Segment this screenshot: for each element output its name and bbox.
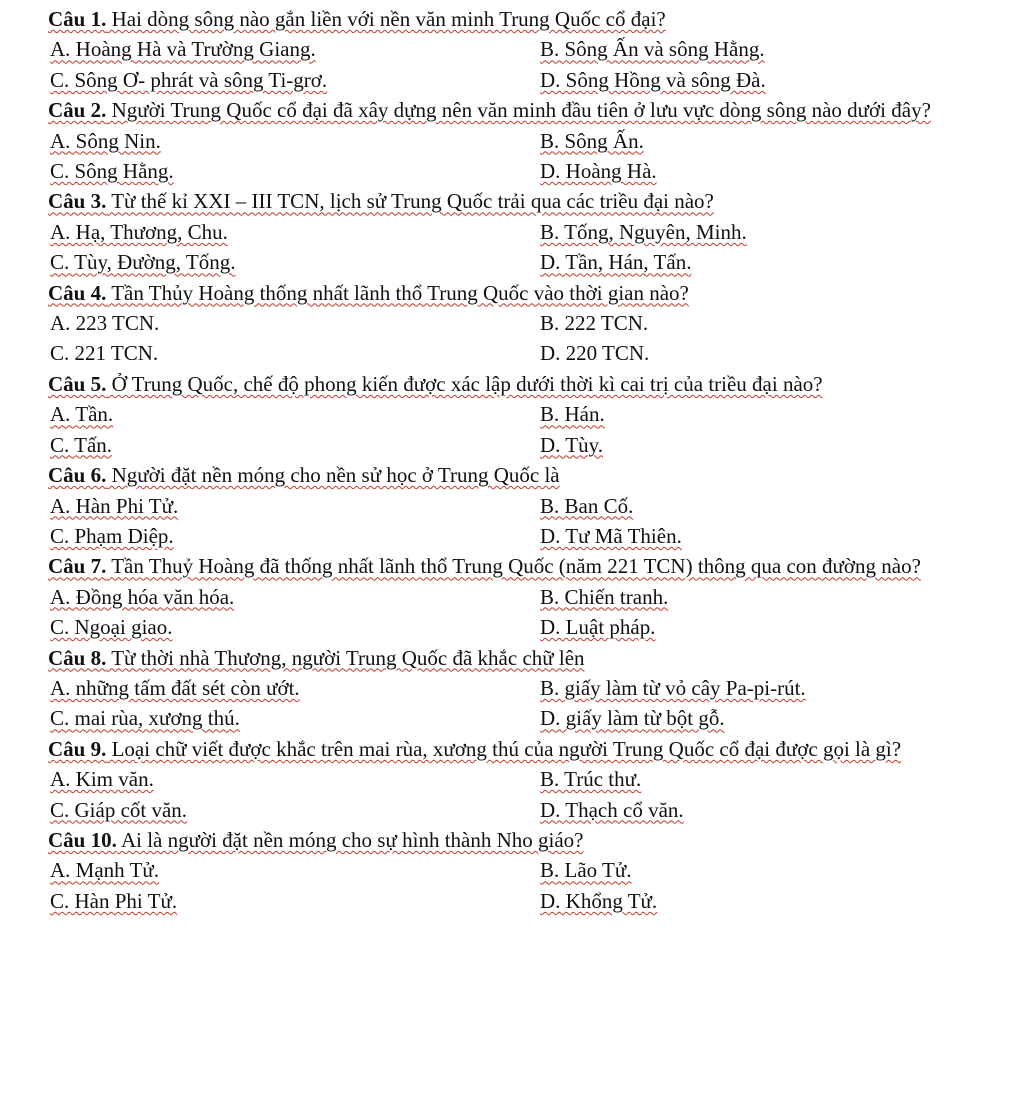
option-c: C. Sông Ơ- phrát và sông Ti-grơ.	[50, 67, 328, 92]
option-d: D. Tư Mã Thiên.	[540, 523, 682, 548]
option-c: C. 221 TCN.	[50, 341, 159, 366]
question-label: Câu 10.	[48, 827, 117, 852]
question-1	[48, 4, 994, 95]
options-row	[48, 126, 994, 156]
options-row	[48, 247, 994, 277]
options-row	[48, 430, 994, 460]
options-row	[48, 65, 994, 95]
option-a: A. Kim văn.	[50, 767, 154, 792]
options-row	[48, 703, 994, 733]
question-text: Từ thế kỉ XXI – III TCN, lịch sử Trung Quốc trải qua các triều đại nào?	[106, 189, 714, 214]
option-c: C. Giáp cốt văn.	[50, 797, 188, 822]
option-d: D. Tần, Hán, Tấn.	[540, 250, 692, 275]
question-5	[48, 369, 994, 460]
question-text: Từ thời nhà Thương, người Trung Quốc đã khắc chữ lên	[106, 645, 585, 670]
options-row	[48, 521, 994, 551]
question-6	[48, 460, 994, 551]
option-c: C. Ngoại giao.	[50, 615, 173, 640]
option-b: B. Trúc thư.	[540, 767, 642, 792]
option-b: B. Lão Tử.	[540, 858, 632, 883]
question-text: Ai là người đặt nền móng cho sự hình thành Nho giáo?	[116, 827, 584, 852]
option-c: C. Phạm Diệp.	[50, 523, 174, 548]
question-text: Loại chữ viết được khắc trên mai rùa, xương thú của người Trung Quốc cổ đại được gọi là gì?	[106, 736, 902, 761]
question-label: Câu 4.	[48, 280, 107, 305]
question-stem	[48, 95, 994, 125]
options-row	[48, 156, 994, 186]
options-row	[48, 612, 994, 642]
option-b: B. 222 TCN.	[540, 311, 649, 336]
options-row	[48, 673, 994, 703]
option-c: C. mai rùa, xương thú.	[50, 706, 240, 731]
question-text: Ở Trung Quốc, chế độ phong kiến được xác lập dưới thời kì cai trị của triều đại nào?	[106, 371, 823, 396]
options-row	[48, 855, 994, 885]
question-label: Câu 1.	[48, 7, 107, 31]
question-4	[48, 278, 994, 369]
option-a: A. Tần.	[50, 402, 114, 427]
option-d: D. Tùy.	[540, 432, 603, 457]
options-row	[48, 399, 994, 429]
options-row	[48, 886, 994, 916]
question-stem	[48, 551, 994, 581]
options-row	[48, 764, 994, 794]
question-text: Hai dòng sông nào gắn liền với nền văn minh Trung Quốc cổ đại?	[106, 7, 666, 31]
option-b: B. Sông Ấn.	[540, 128, 644, 153]
option-d: D. Khổng Tử.	[540, 888, 658, 913]
option-a: A. Đồng hóa văn hóa.	[50, 584, 235, 609]
question-stem	[48, 278, 994, 308]
option-a: A. Hàn Phi Tử.	[50, 493, 179, 518]
question-7	[48, 551, 994, 642]
option-a: A. Sông Nin.	[50, 128, 161, 153]
question-label: Câu 7.	[48, 554, 107, 579]
question-label: Câu 6.	[48, 463, 107, 488]
options-row	[48, 34, 994, 64]
question-stem	[48, 460, 994, 490]
option-a: A. 223 TCN.	[50, 311, 160, 336]
option-b: B. Ban Cố.	[540, 493, 634, 518]
question-stem	[48, 734, 994, 764]
options-row	[48, 582, 994, 612]
question-stem	[48, 4, 994, 34]
option-d: D. 220 TCN.	[540, 341, 650, 366]
question-2	[48, 95, 994, 186]
question-label: Câu 2.	[48, 98, 107, 123]
option-c: C. Hàn Phi Tử.	[50, 888, 178, 913]
option-a: A. Mạnh Tử.	[50, 858, 159, 883]
question-10	[48, 825, 994, 916]
question-text: Tần Thuỷ Hoàng đã thống nhất lãnh thổ Trung Quốc (năm 221 TCN) thông qua con đường nào?	[106, 554, 921, 579]
option-b: B. Hán.	[540, 402, 605, 427]
question-stem	[48, 825, 994, 855]
question-stem	[48, 186, 994, 216]
option-a: A. Hạ, Thương, Chu.	[50, 219, 228, 244]
question-text: Tần Thủy Hoàng thống nhất lãnh thổ Trung Quốc vào thời gian nào?	[106, 280, 689, 305]
option-b: B. Chiến tranh.	[540, 584, 669, 609]
question-9	[48, 734, 994, 825]
option-d: D. giấy làm từ bột gỗ.	[540, 706, 725, 731]
options-row	[48, 491, 994, 521]
question-text: Người đặt nền móng cho nền sử học ở Trung Quốc là	[106, 463, 560, 488]
option-d: D. Thạch cổ văn.	[540, 797, 684, 822]
option-d: D. Hoàng Hà.	[540, 159, 657, 184]
option-b: B. Sông Ấn và sông Hằng.	[540, 37, 765, 62]
option-c: C. Tùy, Đường, Tống.	[50, 250, 236, 275]
option-c: C. Tấn.	[50, 432, 113, 457]
options-row	[48, 338, 994, 368]
question-label: Câu 5.	[48, 371, 107, 396]
question-stem	[48, 643, 994, 673]
question-text: Người Trung Quốc cổ đại đã xây dựng nên văn minh đầu tiên ở lưu vực dòng sông nào dưới đây?	[106, 98, 931, 123]
option-a: A. Hoàng Hà và Trường Giang.	[50, 37, 316, 62]
question-label: Câu 8.	[48, 645, 107, 670]
option-d: D. Luật pháp.	[540, 615, 656, 640]
option-b: B. giấy làm từ vỏ cây Pa-pi-rút.	[540, 675, 806, 700]
option-c: C. Sông Hằng.	[50, 159, 174, 184]
question-label: Câu 9.	[48, 736, 107, 761]
question-stem	[48, 369, 994, 399]
question-8	[48, 643, 994, 734]
options-row	[48, 795, 994, 825]
option-b: B. Tống, Nguyên, Minh.	[540, 219, 747, 244]
options-row	[48, 217, 994, 247]
options-row	[48, 308, 994, 338]
question-label: Câu 3.	[48, 189, 107, 214]
option-a: A. những tấm đất sét còn ướt.	[50, 675, 300, 700]
option-d: D. Sông Hồng và sông Đà.	[540, 67, 766, 92]
question-3	[48, 186, 994, 277]
